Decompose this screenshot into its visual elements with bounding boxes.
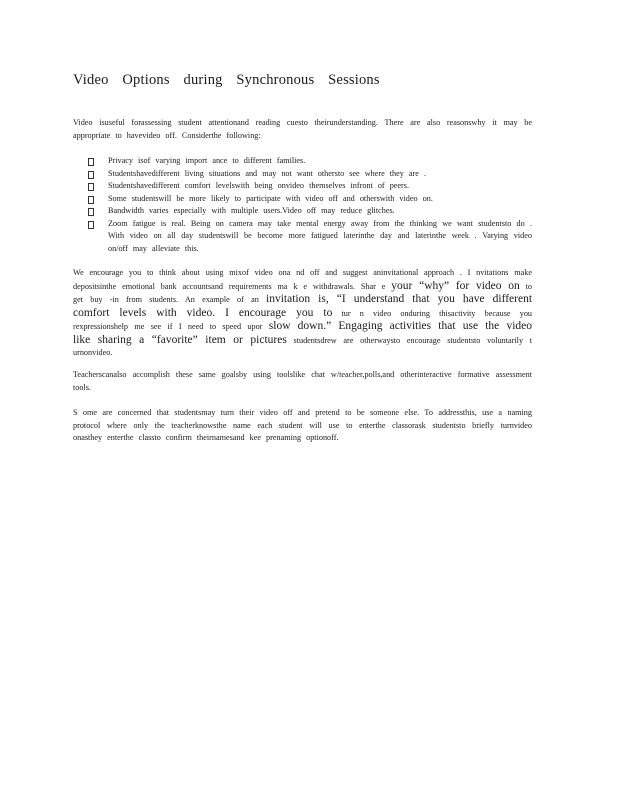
tools-paragraph: Teacherscanalso accomplish these same goalsby using toolslike chat w/teacher,polls,and otherinteractive formative assessment tools. (73, 370, 532, 392)
intro-paragraph: Video isuseful forassessing student attentionand reading cuesto theirunderstanding. There are also reasonswhy it may be appropriate to havevideo off. Considerthe following: (73, 118, 532, 140)
naming-protocol-paragraph: S ome are concerned that studentsmay turn their video off and pretend to be someone else. To addressthis, use a naming protocol where only the teacherknowsthe name each student will use to enterthe classorask studentsto briefly turnvideo onasthey enterthe classto confirm theirnamesand kee prenaming optionoff. (73, 408, 532, 442)
checkbox-bullet-icon (88, 171, 94, 179)
list-item: Zoom fatigue is real. Being on camera may take mental energy away from the thinking we want studentsto do . With video on all day studentswill be become more fatigued laterinthe day and laterinthe week . Varying video on/off may alleviate this. (88, 218, 532, 256)
considerations-list (88, 155, 532, 255)
list-item: Studentshavedifferent living situations and may not want othersto see where they are . (88, 168, 532, 181)
checkbox-bullet-icon (88, 221, 94, 229)
checkbox-bullet-icon (88, 183, 94, 191)
checkbox-bullet-icon (88, 196, 94, 204)
checkbox-bullet-icon (88, 208, 94, 216)
list-item: Studentshavedifferent comfort levelswith being onvideo themselves infront of peers. (88, 180, 532, 193)
page-title: Video Options during Synchronous Sessions (73, 72, 380, 88)
list-item: Bandwidth varies especially with multiple users.Video off may reduce glitches. (88, 205, 532, 218)
invitation-paragraph: We encourage you to think about using mixof video ona nd off and suggest aninvitational approach . I nvitations make depositsinthe emotional bank accountsand requirements ma k e withdrawals. Shar e your “why” for video on to get buy -in from students. An example of an invitation is, “I understand that you have different comfort levels with video. I encourage you to tur n video onduring thisactivity because you rexpressionshelp me see if I need to speed upor slow down.” Engaging activities that use the video like sharing a “favorite” item or pictures studentsdrew are otherwaysto encourage studentsto voluntarily t urnonvideo. (73, 268, 533, 357)
checkbox-bullet-icon (88, 158, 94, 166)
list-item: Privacy isof varying import ance to different families. (88, 155, 532, 168)
list-item: Some studentswill be more likely to participate with video off and otherswith video on. (88, 193, 532, 206)
